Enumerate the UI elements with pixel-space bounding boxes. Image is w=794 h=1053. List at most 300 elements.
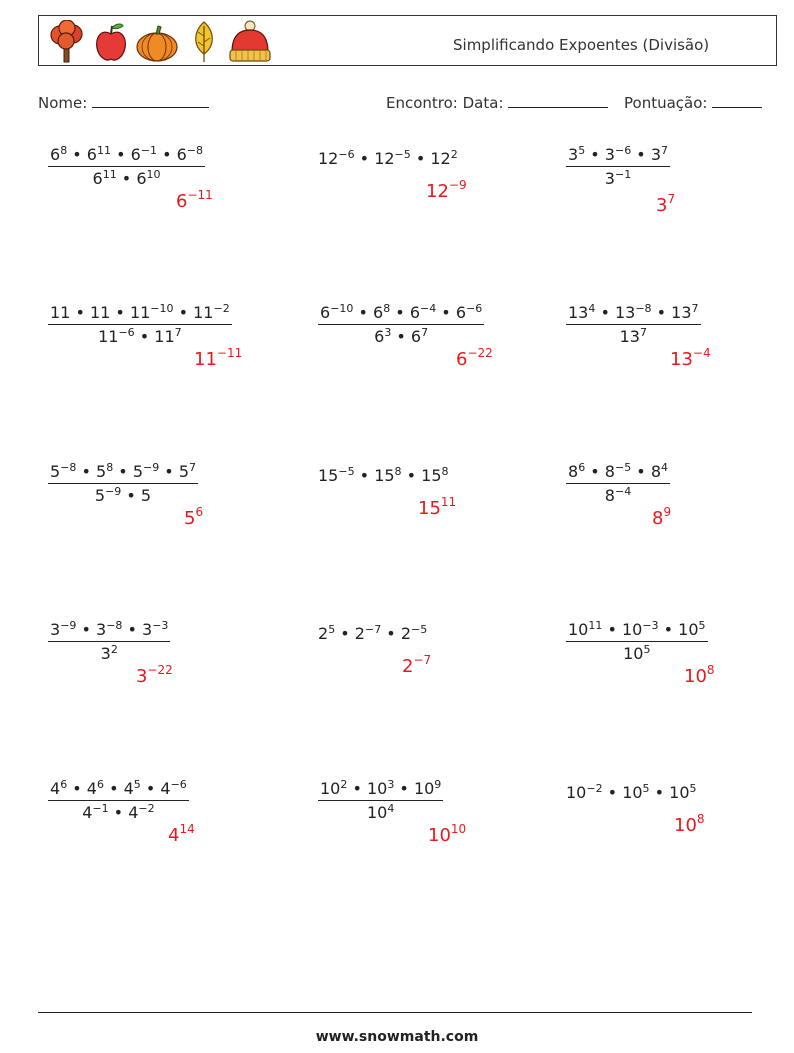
multiply-dot: • bbox=[140, 779, 161, 798]
apple-icon bbox=[93, 20, 129, 64]
base: 3 bbox=[650, 145, 661, 164]
answer-11 bbox=[402, 653, 432, 677]
denominator bbox=[318, 800, 443, 822]
power-term bbox=[320, 779, 347, 798]
base: 4 bbox=[160, 779, 171, 798]
problem-10 bbox=[48, 620, 170, 663]
exponent: −5 bbox=[338, 465, 355, 478]
exponent: 2 bbox=[450, 148, 458, 161]
base: 8 bbox=[604, 462, 615, 481]
answer-3 bbox=[656, 192, 676, 216]
power-term bbox=[428, 822, 467, 846]
base: 15 bbox=[421, 466, 442, 485]
name-label: Nome: bbox=[38, 94, 88, 112]
base: 6 bbox=[456, 349, 468, 370]
exponent: −9 bbox=[105, 485, 122, 498]
footer-url[interactable]: www.snowmath.com bbox=[315, 1029, 479, 1045]
base: 10 bbox=[674, 815, 697, 836]
base: 11 bbox=[98, 327, 119, 346]
exponent: 6 bbox=[96, 778, 104, 791]
power-term bbox=[142, 620, 168, 639]
multiply-dot: • bbox=[110, 303, 130, 322]
base: 4 bbox=[86, 779, 97, 798]
problem-14 bbox=[318, 779, 443, 822]
base: 15 bbox=[374, 466, 395, 485]
power-term bbox=[374, 149, 411, 168]
power-term bbox=[101, 644, 118, 663]
power-term bbox=[318, 624, 335, 643]
exponent: 7 bbox=[421, 326, 429, 339]
base: 3 bbox=[142, 620, 153, 639]
answer-5 bbox=[456, 346, 493, 370]
exponent: 5 bbox=[698, 619, 706, 632]
power-term bbox=[456, 346, 493, 370]
base: 6 bbox=[176, 145, 187, 164]
base: 5 bbox=[50, 462, 61, 481]
base: 10 bbox=[684, 666, 707, 687]
exponent: 5 bbox=[689, 782, 697, 795]
base: 10 bbox=[366, 803, 388, 822]
power-term bbox=[651, 462, 668, 481]
multiply-dot: • bbox=[651, 303, 672, 322]
numerator bbox=[566, 145, 670, 166]
base: 6 bbox=[130, 145, 141, 164]
exponent: −8 bbox=[635, 302, 652, 315]
base: 3 bbox=[604, 145, 615, 164]
base: 5 bbox=[178, 462, 190, 481]
base: 6 bbox=[373, 303, 384, 322]
base: 11 bbox=[129, 303, 151, 322]
base: 11 bbox=[154, 327, 175, 346]
power-term bbox=[90, 303, 110, 322]
multiply-dot: • bbox=[110, 145, 131, 164]
exponent: 5 bbox=[578, 144, 586, 157]
multiply-dot: • bbox=[658, 620, 679, 639]
base: 3 bbox=[100, 644, 111, 663]
base: 10 bbox=[669, 783, 690, 802]
base: 5 bbox=[94, 486, 106, 505]
exponent: 2 bbox=[110, 643, 118, 656]
exponent: −11 bbox=[187, 188, 213, 202]
base: 13 bbox=[568, 303, 589, 322]
base: 11 bbox=[89, 303, 111, 322]
power-term bbox=[136, 169, 160, 188]
power-term bbox=[93, 169, 117, 188]
base: 3 bbox=[656, 195, 668, 216]
power-term bbox=[131, 145, 157, 164]
base: 6 bbox=[176, 191, 188, 212]
denominator bbox=[566, 166, 670, 188]
power-term bbox=[430, 149, 457, 168]
exponent: 8 bbox=[60, 144, 68, 157]
exponent: 8 bbox=[696, 812, 705, 826]
base: 15 bbox=[318, 466, 339, 485]
exponent: −8 bbox=[60, 461, 77, 474]
fraction bbox=[566, 145, 670, 188]
exponent: 4 bbox=[387, 802, 395, 815]
problem-8 bbox=[318, 462, 449, 485]
problem-7 bbox=[48, 462, 198, 505]
numerator bbox=[48, 303, 232, 324]
base: 2 bbox=[354, 624, 365, 643]
exponent: −4 bbox=[692, 346, 711, 360]
power-term bbox=[568, 145, 585, 164]
base: 10 bbox=[320, 779, 341, 798]
power-term bbox=[605, 145, 631, 164]
power-term bbox=[670, 346, 711, 370]
exponent: 3 bbox=[387, 778, 395, 791]
power-term bbox=[50, 462, 76, 481]
answer-7 bbox=[184, 505, 204, 529]
problem-12 bbox=[566, 620, 708, 663]
power-term bbox=[684, 663, 715, 687]
exponent: −6 bbox=[338, 148, 355, 161]
power-term bbox=[95, 486, 121, 505]
power-term bbox=[426, 178, 467, 202]
fraction bbox=[48, 620, 170, 663]
multiply-dot: • bbox=[173, 303, 194, 322]
autumn-tree-icon bbox=[47, 20, 87, 64]
multiply-dot: • bbox=[113, 462, 133, 481]
problem-6 bbox=[566, 303, 701, 346]
exponent: 6 bbox=[60, 778, 68, 791]
base: 10 bbox=[622, 783, 643, 802]
power-term bbox=[656, 192, 676, 216]
denominator bbox=[566, 483, 670, 505]
exponent: 5 bbox=[643, 643, 651, 656]
base: 13 bbox=[614, 303, 636, 322]
multiply-dot: • bbox=[585, 462, 605, 481]
multiply-dot: • bbox=[67, 779, 87, 798]
fraction bbox=[318, 303, 484, 346]
exponent: 4 bbox=[588, 302, 596, 315]
multiply-dot: • bbox=[354, 149, 375, 168]
multiply-dot: • bbox=[585, 145, 605, 164]
date-field[interactable] bbox=[386, 94, 608, 112]
base: 4 bbox=[123, 779, 134, 798]
base: 6 bbox=[320, 303, 331, 322]
fraction bbox=[48, 145, 205, 188]
fraction bbox=[318, 779, 443, 822]
numerator bbox=[48, 462, 198, 483]
base: 10 bbox=[428, 825, 451, 846]
multiply-dot: • bbox=[631, 462, 651, 481]
power-term bbox=[367, 803, 394, 822]
worksheet-title: Simplificando Expoentes (Divisão) bbox=[453, 36, 710, 54]
power-term bbox=[177, 145, 203, 164]
base: 5 bbox=[140, 486, 152, 505]
fraction bbox=[566, 620, 708, 663]
exponent: −2 bbox=[213, 302, 230, 315]
base: 3 bbox=[136, 666, 148, 687]
exponent: −5 bbox=[394, 148, 411, 161]
exponent: 7 bbox=[174, 326, 182, 339]
power-term bbox=[605, 169, 631, 188]
power-term bbox=[136, 663, 173, 687]
base: 2 bbox=[318, 624, 329, 643]
product-expression bbox=[318, 462, 449, 485]
denominator bbox=[48, 800, 189, 822]
date-blank[interactable] bbox=[508, 95, 608, 108]
answer-12 bbox=[684, 663, 715, 687]
power-term bbox=[456, 303, 482, 322]
numerator bbox=[318, 779, 443, 800]
base: 10 bbox=[566, 783, 587, 802]
multiply-dot: • bbox=[134, 327, 155, 346]
power-term bbox=[410, 303, 436, 322]
answer-6 bbox=[670, 346, 711, 370]
answer-4 bbox=[194, 346, 243, 370]
power-term bbox=[320, 303, 353, 322]
base: 8 bbox=[652, 508, 664, 529]
base: 10 bbox=[366, 779, 388, 798]
base: 12 bbox=[374, 149, 395, 168]
base: 6 bbox=[50, 145, 61, 164]
problem-15 bbox=[566, 779, 697, 802]
exponent: −22 bbox=[467, 346, 493, 360]
power-term bbox=[141, 486, 151, 505]
score-label: Pontuação: bbox=[624, 94, 708, 112]
answer-2 bbox=[426, 178, 467, 202]
exponent: −2 bbox=[586, 782, 603, 795]
power-term bbox=[418, 495, 457, 519]
date-label: Encontro: Data: bbox=[386, 94, 504, 112]
power-term bbox=[615, 303, 652, 322]
exponent: −8 bbox=[186, 144, 204, 157]
multiply-dot: • bbox=[631, 145, 651, 164]
product-expression bbox=[318, 145, 458, 168]
exponent: −10 bbox=[330, 302, 354, 315]
power-term bbox=[96, 462, 113, 481]
power-term bbox=[414, 779, 441, 798]
exponent: 11 bbox=[96, 144, 111, 157]
answer-10 bbox=[136, 663, 173, 687]
power-term bbox=[669, 783, 696, 802]
exponent: −4 bbox=[420, 302, 437, 315]
exponent: −1 bbox=[614, 168, 632, 181]
exponent: 14 bbox=[179, 822, 195, 836]
power-term bbox=[193, 303, 230, 322]
multiply-dot: • bbox=[159, 462, 179, 481]
power-term bbox=[130, 303, 174, 322]
base: 10 bbox=[678, 620, 699, 639]
exponent: 11 bbox=[588, 619, 603, 632]
score-field[interactable] bbox=[624, 94, 762, 112]
leaf-icon bbox=[189, 20, 219, 64]
multiply-dot: • bbox=[354, 466, 375, 485]
exponent: 4 bbox=[661, 461, 668, 474]
power-term bbox=[87, 145, 111, 164]
exponent: 7 bbox=[639, 326, 647, 339]
problem-5 bbox=[318, 303, 484, 346]
exponent: −9 bbox=[143, 461, 160, 474]
denominator bbox=[566, 324, 701, 346]
multiply-dot: • bbox=[347, 779, 367, 798]
base: 12 bbox=[426, 181, 449, 202]
base: 8 bbox=[604, 486, 615, 505]
fraction bbox=[48, 462, 198, 505]
base: 11 bbox=[50, 303, 71, 322]
numerator bbox=[566, 303, 701, 324]
exponent: 5 bbox=[642, 782, 650, 795]
exponent: −9 bbox=[448, 178, 467, 192]
power-term bbox=[674, 812, 705, 836]
power-term bbox=[367, 779, 394, 798]
problem-3 bbox=[566, 145, 670, 188]
multiply-dot: • bbox=[103, 779, 124, 798]
power-term bbox=[318, 466, 355, 485]
denominator bbox=[48, 166, 205, 188]
power-term bbox=[128, 803, 154, 822]
base: 5 bbox=[132, 462, 143, 481]
exponent: −10 bbox=[150, 302, 174, 315]
power-term bbox=[98, 327, 135, 346]
exponent: 7 bbox=[691, 302, 699, 315]
denominator bbox=[48, 324, 232, 346]
base: 6 bbox=[374, 327, 385, 346]
base: 3 bbox=[50, 620, 61, 639]
numerator bbox=[566, 620, 708, 641]
exponent: 11 bbox=[440, 495, 457, 509]
power-term bbox=[50, 303, 70, 322]
power-term bbox=[374, 466, 401, 485]
numerator bbox=[48, 145, 205, 166]
exponent: −6 bbox=[614, 144, 632, 157]
answer-13 bbox=[168, 822, 195, 846]
exponent: 8 bbox=[706, 663, 715, 677]
power-term bbox=[355, 624, 381, 643]
multiply-dot: • bbox=[353, 303, 374, 322]
exponent: 8 bbox=[106, 461, 114, 474]
answer-14 bbox=[428, 822, 467, 846]
fraction bbox=[48, 303, 232, 346]
exponent: −11 bbox=[216, 346, 243, 360]
exponent: −3 bbox=[152, 619, 169, 632]
exponent: 3 bbox=[384, 326, 392, 339]
base: 2 bbox=[400, 624, 411, 643]
exponent: 9 bbox=[663, 505, 672, 519]
multiply-dot: • bbox=[410, 149, 431, 168]
power-term bbox=[678, 620, 705, 639]
base: 10 bbox=[621, 620, 643, 639]
base: 6 bbox=[92, 169, 103, 188]
base: 6 bbox=[409, 303, 420, 322]
power-term bbox=[402, 653, 432, 677]
problem-9 bbox=[566, 462, 670, 505]
exponent: 8 bbox=[383, 302, 391, 315]
exponent: −2 bbox=[138, 802, 155, 815]
multiply-dot: • bbox=[595, 303, 615, 322]
base: 10 bbox=[568, 620, 589, 639]
answer-1 bbox=[176, 188, 213, 212]
multiply-dot: • bbox=[121, 486, 141, 505]
multiply-dot: • bbox=[391, 327, 411, 346]
base: 8 bbox=[650, 462, 661, 481]
base: 5 bbox=[96, 462, 107, 481]
winter-hat-icon bbox=[227, 20, 273, 64]
power-term bbox=[318, 149, 355, 168]
multiply-dot: • bbox=[76, 620, 97, 639]
base: 12 bbox=[430, 149, 451, 168]
power-term bbox=[411, 327, 428, 346]
product-expression bbox=[318, 620, 427, 643]
power-term bbox=[566, 783, 603, 802]
base: 13 bbox=[619, 327, 640, 346]
power-term bbox=[652, 505, 672, 529]
exponent: 9 bbox=[434, 778, 442, 791]
base: 3 bbox=[604, 169, 615, 188]
power-term bbox=[568, 620, 602, 639]
multiply-dot: • bbox=[157, 145, 177, 164]
denominator bbox=[318, 324, 484, 346]
power-term bbox=[622, 620, 659, 639]
name-blank[interactable] bbox=[92, 95, 209, 108]
exponent: −6 bbox=[170, 778, 187, 791]
power-term bbox=[194, 346, 243, 370]
power-term bbox=[622, 783, 649, 802]
numerator bbox=[48, 779, 189, 800]
power-term bbox=[124, 779, 141, 798]
power-term bbox=[87, 779, 104, 798]
power-term bbox=[133, 462, 159, 481]
base: 6 bbox=[410, 327, 422, 346]
base: 4 bbox=[50, 779, 61, 798]
exponent: 5 bbox=[328, 623, 336, 636]
base: 11 bbox=[193, 303, 214, 322]
base: 11 bbox=[194, 349, 217, 370]
exponent: 7 bbox=[667, 192, 676, 206]
power-term bbox=[568, 303, 595, 322]
exponent: −7 bbox=[413, 653, 432, 667]
score-blank[interactable] bbox=[712, 95, 762, 108]
power-term bbox=[160, 779, 186, 798]
pumpkin-icon bbox=[135, 20, 179, 64]
denominator bbox=[48, 641, 170, 663]
exponent: −8 bbox=[106, 619, 123, 632]
base: 5 bbox=[184, 508, 196, 529]
problem-4 bbox=[48, 303, 232, 346]
base: 4 bbox=[168, 825, 180, 846]
exponent: 11 bbox=[102, 168, 117, 181]
multiply-dot: • bbox=[381, 624, 401, 643]
exponent: 10 bbox=[450, 822, 467, 836]
multiply-dot: • bbox=[122, 620, 143, 639]
base: 12 bbox=[318, 149, 339, 168]
worksheet-header bbox=[38, 15, 777, 66]
power-term bbox=[421, 466, 448, 485]
problem-1 bbox=[48, 145, 205, 188]
multiply-dot: • bbox=[394, 779, 414, 798]
exponent: −1 bbox=[140, 144, 157, 157]
exponent: −1 bbox=[92, 802, 109, 815]
numerator bbox=[566, 462, 670, 483]
base: 13 bbox=[670, 349, 693, 370]
multiply-dot: • bbox=[116, 169, 137, 188]
base: 3 bbox=[96, 620, 107, 639]
name-field[interactable] bbox=[38, 94, 209, 112]
exponent: 7 bbox=[189, 461, 197, 474]
multiply-dot: • bbox=[602, 620, 622, 639]
base: 6 bbox=[86, 145, 97, 164]
base: 6 bbox=[455, 303, 467, 322]
power-term bbox=[373, 303, 390, 322]
power-term bbox=[605, 462, 631, 481]
exponent: 10 bbox=[146, 168, 161, 181]
multiply-dot: • bbox=[390, 303, 410, 322]
base: 8 bbox=[568, 462, 579, 481]
exponent: 8 bbox=[441, 465, 449, 478]
power-term bbox=[96, 620, 122, 639]
